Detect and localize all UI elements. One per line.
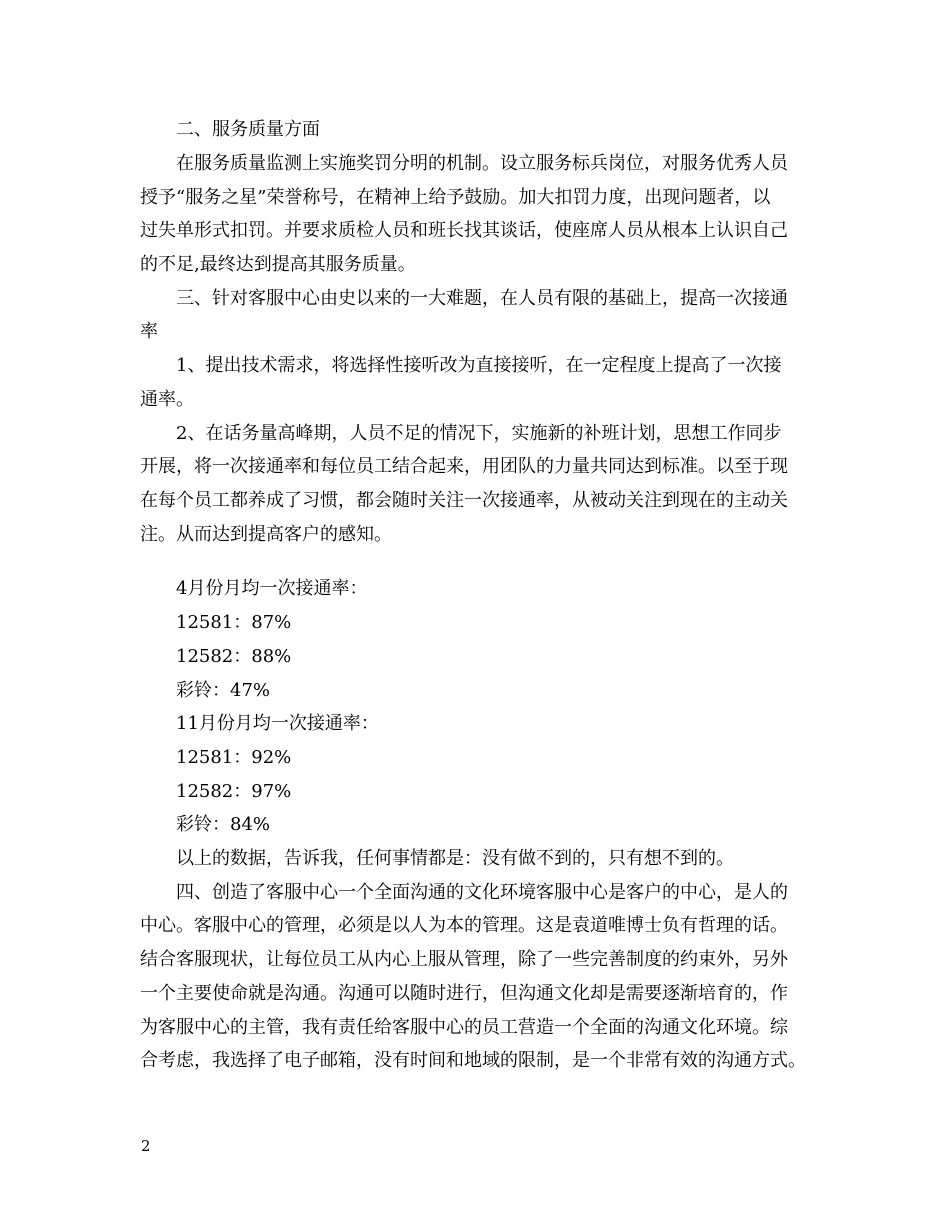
paragraph-line: 通率。 <box>140 389 194 410</box>
paragraph-line: 的不足,最终达到提高其服务质量。 <box>140 254 416 275</box>
paragraph-line: 注。从而达到提高客户的感知。 <box>140 524 392 545</box>
section-heading-service-quality: 二、服务质量方面 <box>176 119 320 140</box>
paragraph-line: 一个主要使命就是沟通。沟通可以随时进行，但沟通文化却是需要逐渐培育的，作 <box>140 983 788 1004</box>
stat-line: 12581：92% <box>176 747 292 768</box>
stat-heading-november: 11月份月均一次接通率： <box>176 713 379 734</box>
page-number: 2 <box>141 1137 151 1155</box>
stat-line: 12582：88% <box>176 646 292 667</box>
paragraph-line: 合考虑，我选择了电子邮箱，没有时间和地域的限制，是一个非常有效的沟通方式。 <box>140 1050 806 1071</box>
list-item-line: 1、提出技术需求，将选择性接听改为直接接听，在一定程度上提高了一次接 <box>176 355 782 376</box>
paragraph-line: 开展，将一次接通率和每位员工结合起来，用团队的力量共同达到标准。以至于现 <box>140 456 788 477</box>
paragraph-line: 授予“服务之星”荣誉称号，在精神上给予鼓励。加大扣罚力度，出现问题者，以 <box>140 187 771 208</box>
stat-line: 彩铃：47% <box>176 680 271 701</box>
list-item-line: 2、在话务量高峰期，人员不足的情况下，实施新的补班计划，思想工作同步 <box>176 423 782 444</box>
stat-line: 12581：87% <box>176 612 292 633</box>
paragraph-line: 在服务质量监测上实施奖罚分明的机制。设立服务标兵岗位，对服务优秀人员 <box>176 153 788 174</box>
stat-heading-april: 4月份月均一次接通率： <box>176 578 368 599</box>
section-heading-communication: 四、创造了客服中心一个全面沟通的文化环境客服中心是客户的中心，是人的 <box>176 882 788 903</box>
section-heading-connection-rate: 三、针对客服中心由史以来的一大难题，在人员有限的基础上，提高一次接通 <box>176 288 788 309</box>
stat-line: 彩铃：84% <box>176 814 271 835</box>
stat-line: 12582：97% <box>176 781 292 802</box>
paragraph-line: 结合客服现状，让每位员工从内心上服从管理，除了一些完善制度的约束外，另外 <box>140 949 788 970</box>
paragraph-line: 以上的数据，告诉我，任何事情都是：没有做不到的，只有想不到的。 <box>176 848 734 869</box>
paragraph-line: 过失单形式扣罚。并要求质检人员和班长找其谈话，使座席人员从根本上认识自己 <box>140 220 788 241</box>
paragraph-line: 为客服中心的主管，我有责任给客服中心的员工营造一个全面的沟通文化环境。综 <box>140 1017 788 1038</box>
paragraph-line: 中心。客服中心的管理，必须是以人为本的管理。这是袁道唯博士负有哲理的话。 <box>140 915 788 936</box>
paragraph-line: 在每个员工都养成了习惯，都会随时关注一次接通率，从被动关注到现在的主动关 <box>140 490 788 511</box>
paragraph-line: 率 <box>140 321 158 342</box>
